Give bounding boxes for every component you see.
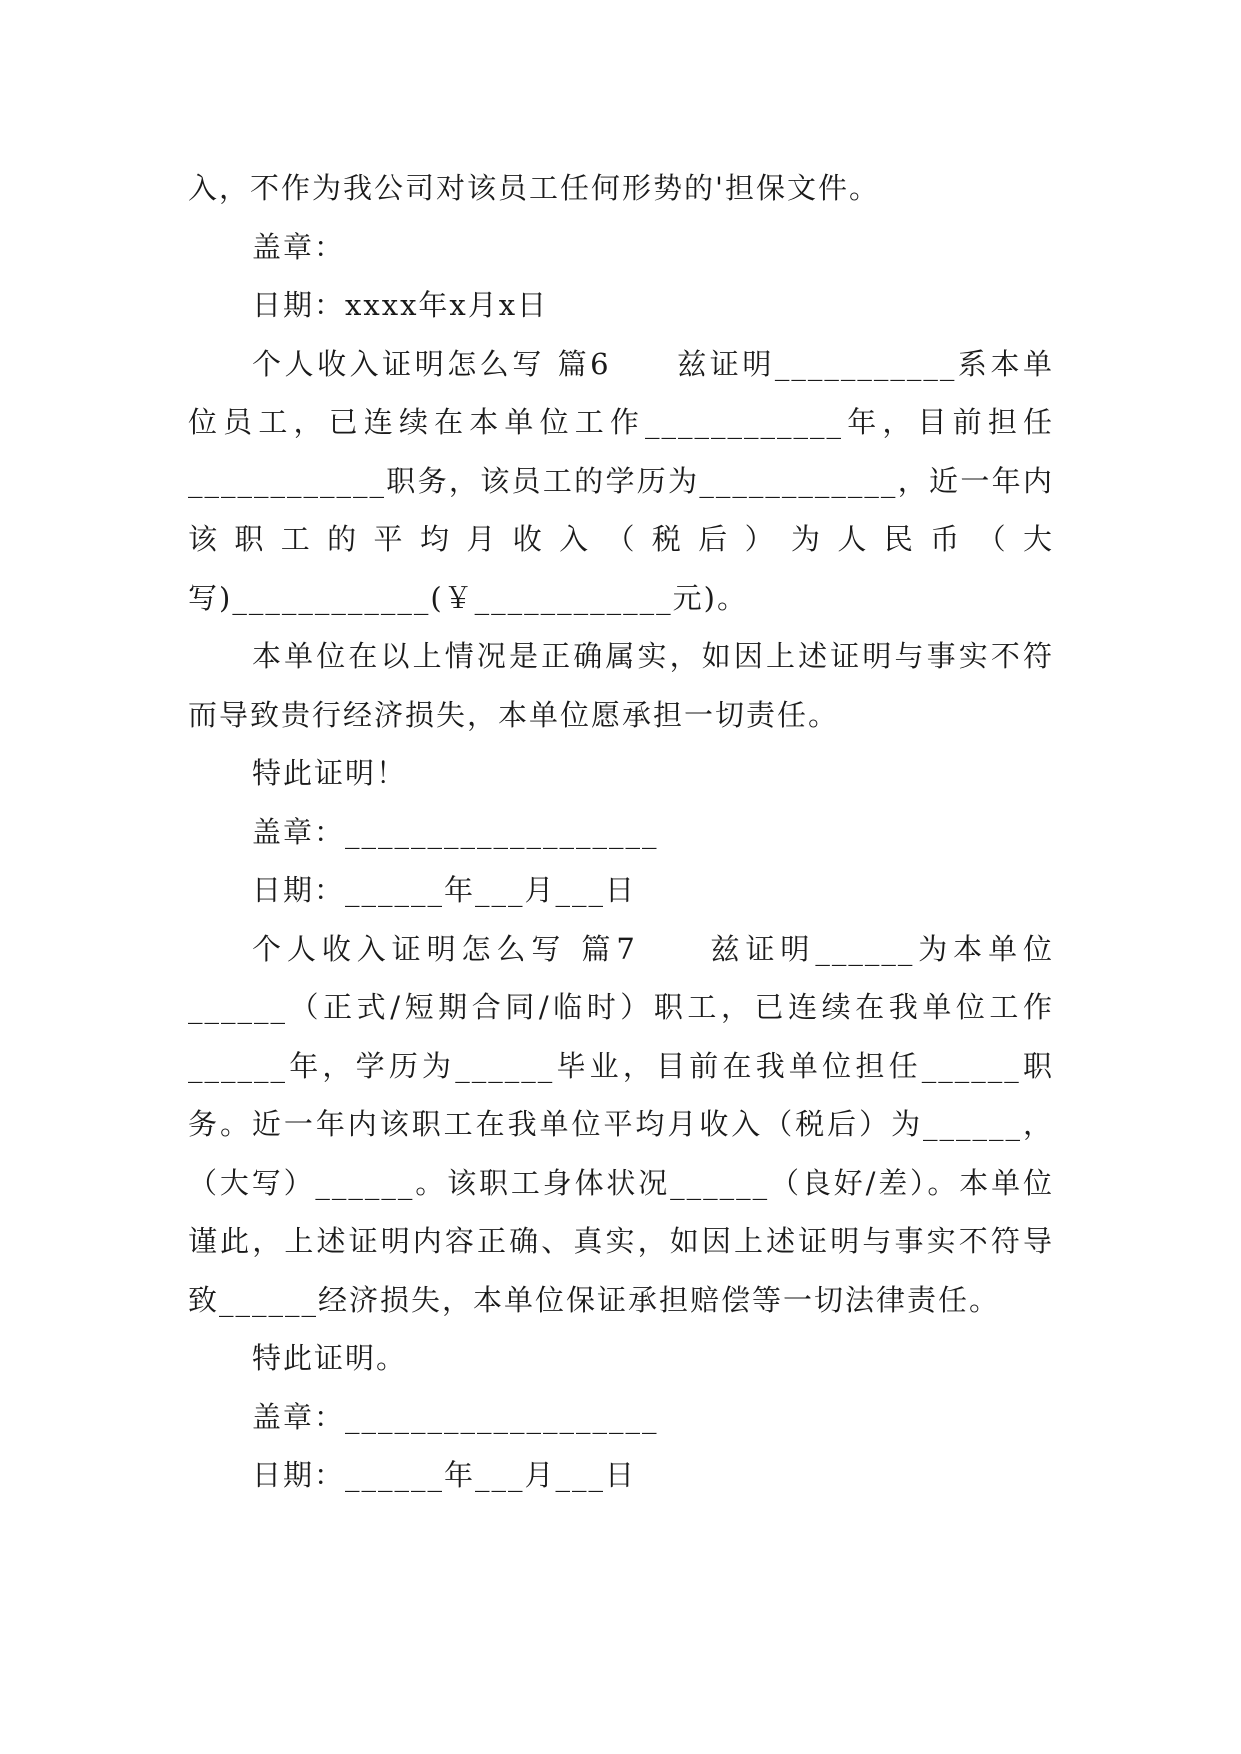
liability-statement: 本单位在以上情况是正确属实，如因上述证明与事实不符而导致贵行经济损失，本单位愿承担一切责任。 xyxy=(188,639,1054,732)
certification-line-2: 特此证明。 xyxy=(252,1341,408,1375)
document-body xyxy=(188,159,1054,1505)
section-7-body: 个人收入证明怎么写 篇7 兹证明______为本单位______（正式/短期合同/临时）职工，已连续在我单位工作______年，学历为______毕业，目前在我单位担任______职务。近一年内该职工在我单位平均月收入（税后）为______，（大写）______。该职工身体状况______（良好/差）。本单位谨此，上述证明内容正确、真实，如因上述证明与事实不符导致______经济损失，本单位保证承担赔偿等一切法律责任。 xyxy=(188,931,1054,1317)
date-line: 日期：xxxx年x月x日 xyxy=(252,288,549,322)
certification-line: 特此证明！ xyxy=(252,756,408,790)
paragraph-continuation: 入，不作为我公司对该员工任何形势的'担保文件。 xyxy=(188,171,880,205)
seal-blank-line: 盖章：___________________ xyxy=(252,814,659,849)
section-6-body: 个人收入证明怎么写 篇6 兹证明___________系本单位员工，已连续在本单位工作____________年，目前担任____________职务，该员工的学历为____________，近一年内该职工的平均月收入（税后）为人民币（大写)____________(￥____________元)。 xyxy=(188,346,1054,615)
date-blank-line-2: 日期：______年___月___日 xyxy=(252,1458,637,1492)
seal-line: 盖章： xyxy=(252,229,346,264)
seal-blank-line-2: 盖章：___________________ xyxy=(252,1399,659,1434)
date-blank-line: 日期：______年___月___日 xyxy=(252,873,637,907)
